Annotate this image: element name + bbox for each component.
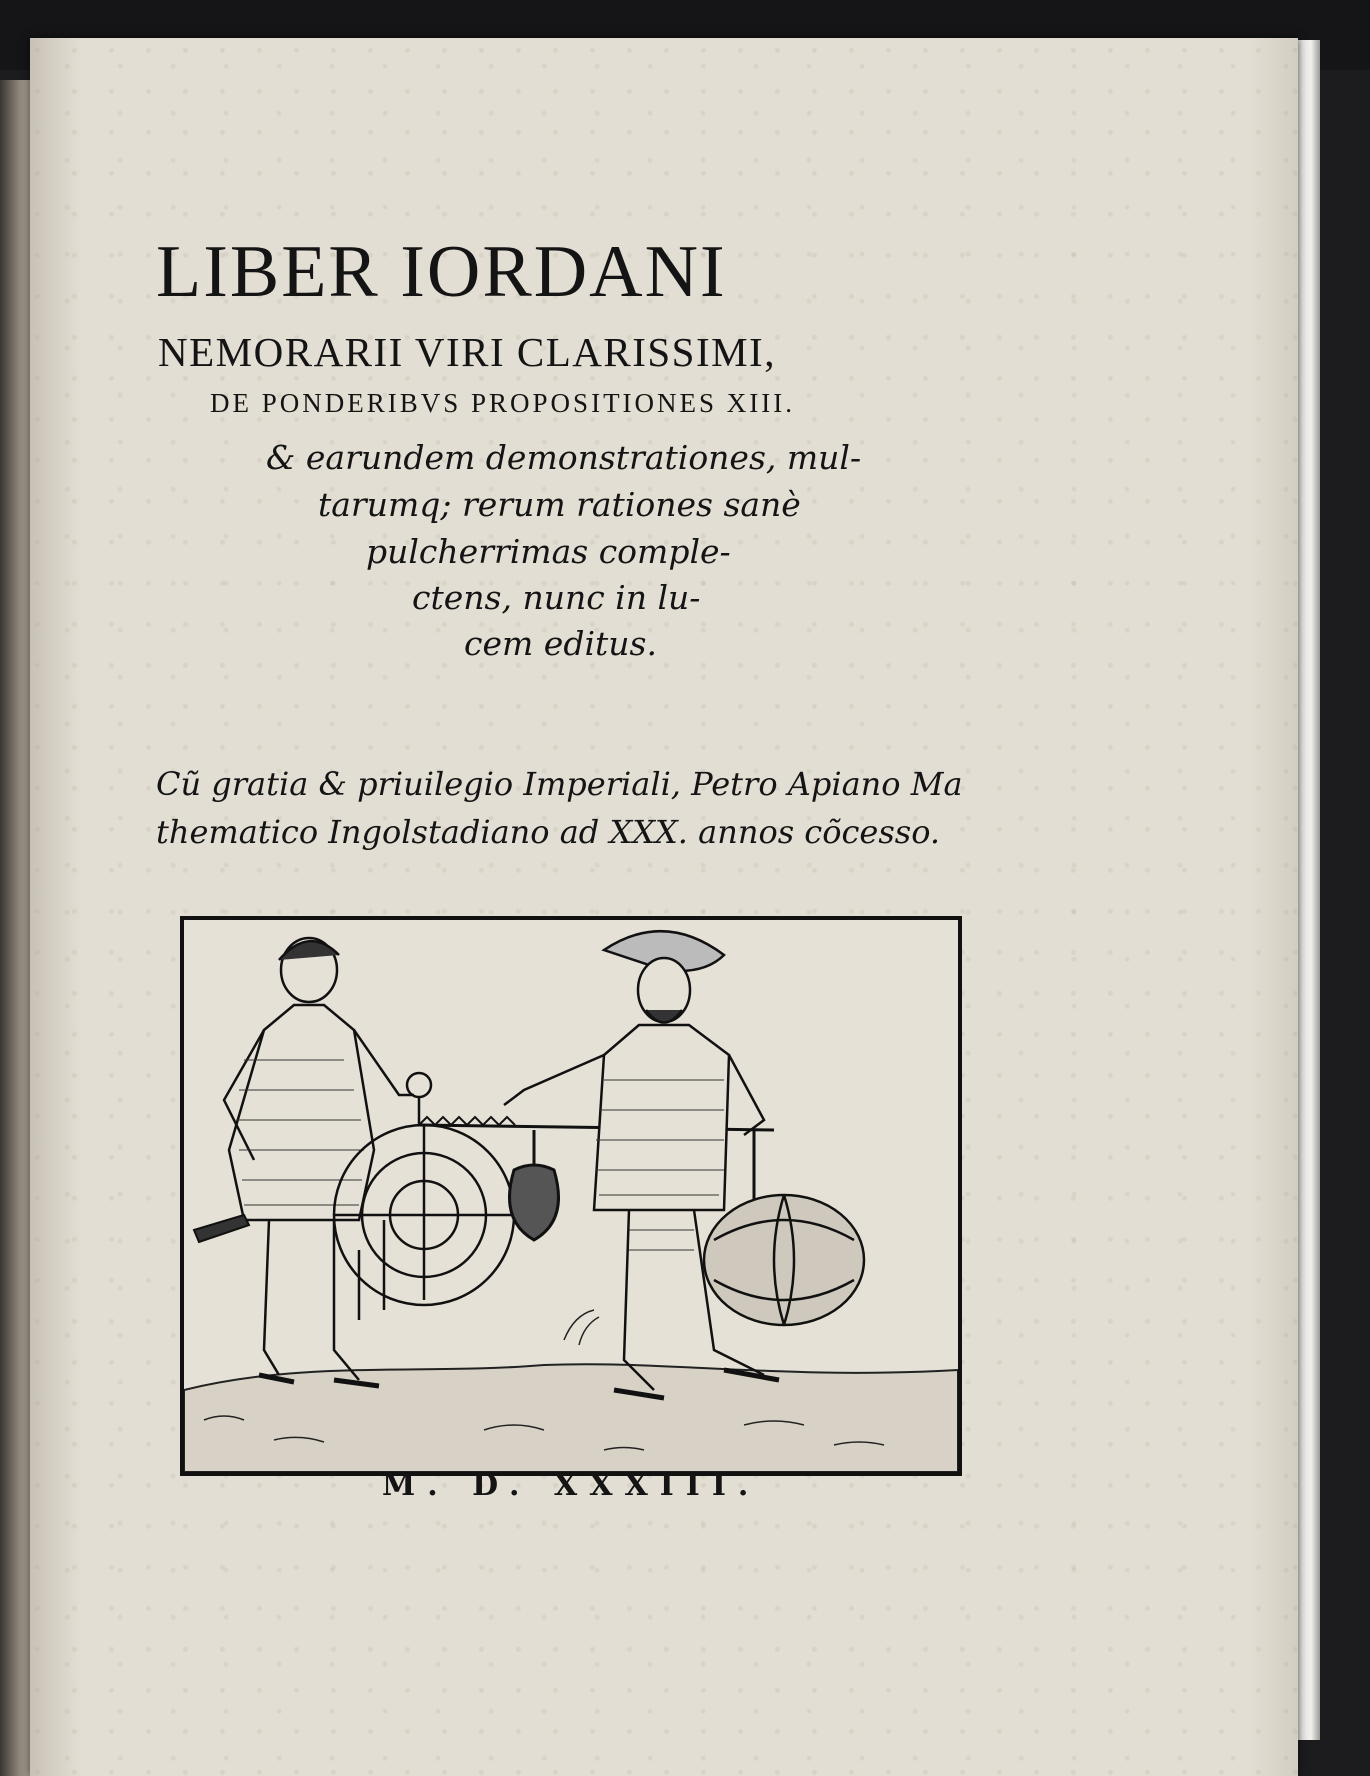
title-line-2: NEMORARII VIRI CLARISSIMI, xyxy=(158,329,776,375)
title-page xyxy=(30,38,1298,1776)
imprint-date: M. D. XXXIII. xyxy=(382,1468,761,1503)
title-line-4: & earundem demonstrationes, mul- xyxy=(266,438,862,477)
title-line-1: LIBER IORDANI xyxy=(156,231,727,313)
privilege-line-2: thematico Ingolstadiano ad XXX. annos cõcesso. xyxy=(156,813,941,851)
title-line-7: ctens, nunc in lu- xyxy=(412,578,701,617)
woodcut-illustration xyxy=(180,916,962,1476)
title-line-3: DE PONDERIBVS PROPOSITIONES XIII. xyxy=(210,388,796,418)
woodcut-scales-figures xyxy=(184,920,958,1472)
title-line-5: tarumq; rerum rationes sanè xyxy=(318,485,801,524)
privilege-line-1: Cũ gratia & priuilegio Imperiali, Petro Apiano Ma xyxy=(156,765,963,803)
title-line-6: pulcherrimas comple- xyxy=(366,532,731,571)
title-line-8: cem editus. xyxy=(464,624,657,663)
